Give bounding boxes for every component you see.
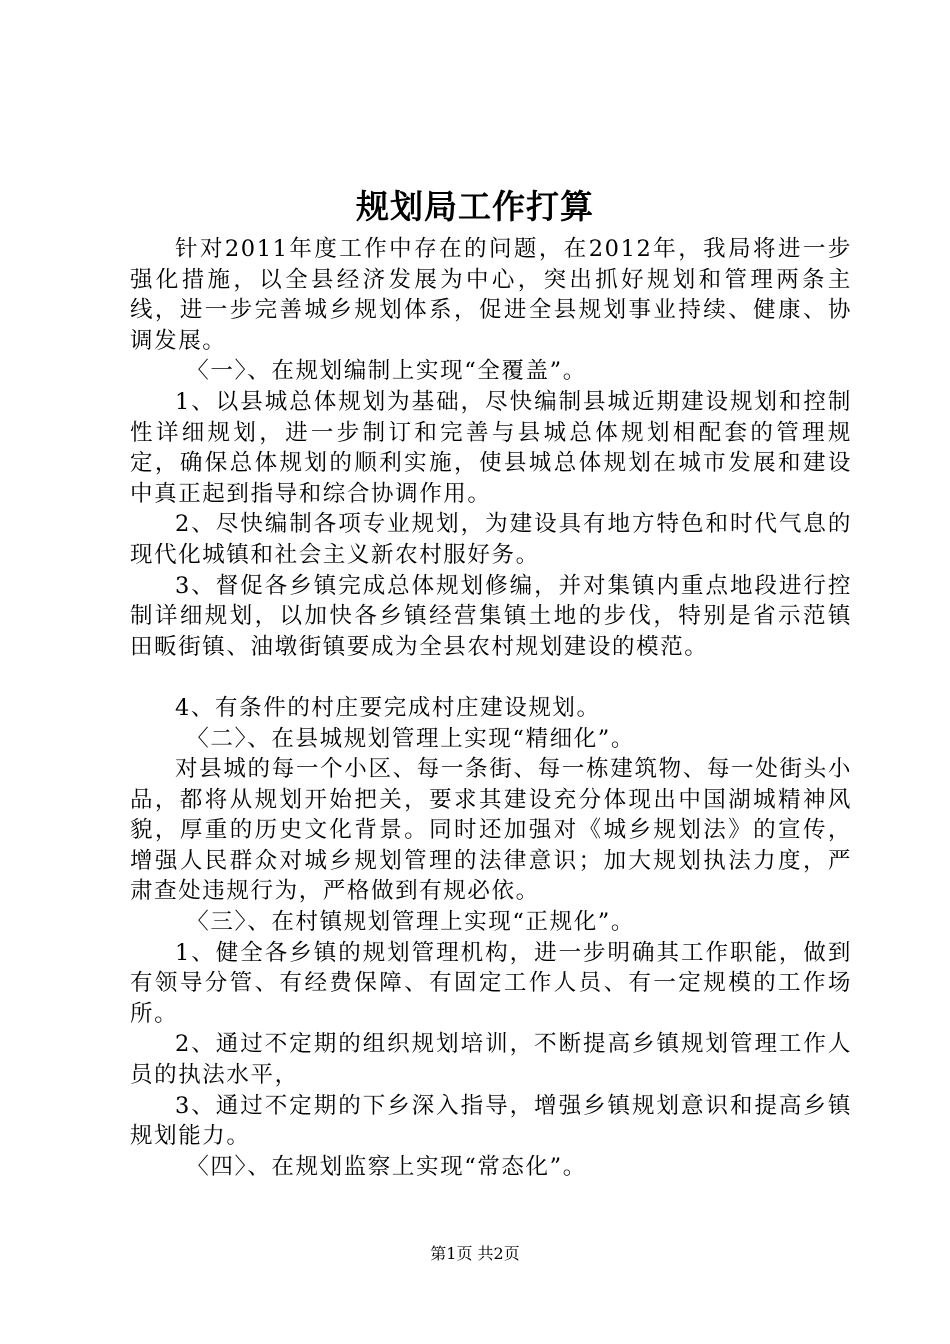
section-heading-1: 〈一〉、在规划编制上实现“全覆盖”。 — [186, 358, 587, 385]
document-body — [130, 234, 852, 1182]
paragraph-3-3: 3、通过不定期的下乡深入指导，增强乡镇规划意识和提高乡镇规划能力。 — [130, 1092, 852, 1150]
section-heading-2: 〈二〉、在县城规划管理上实现“精细化”。 — [186, 725, 636, 752]
section-heading-3: 〈三〉、在村镇规划管理上实现“正规化”。 — [186, 909, 636, 936]
section-heading-4: 〈四〉、在规划监察上实现“常态化”。 — [186, 1153, 587, 1180]
paragraph-2-1: 对县城的每一个小区、每一条街、每一栋建筑物、每一处街头小品，都将从规划开始把关，要求其建设充分体现出中国湖城精神风貌，厚重的历史文化背景。同时还加强对《城乡规划法》的宣传，增强人民群众对城乡规划管理的法律意识；加大规划执法力度，严肃查处违规行为，严格做到有规必依。 — [130, 756, 852, 905]
paragraph-1-2: 2、尽快编制各项专业规划，为建设具有地方特色和时代气息的现代化城镇和社会主义新农村服好务。 — [130, 511, 852, 568]
paragraph-1-1: 1、以县城总体规划为基础，尽快编制县城近期建设规划和控制性详细规划，进一步制订和完善与县城总体规划相配套的管理规定，确保总体规划的顺利实施，使县城总体规划在城市发展和建设中真正起到指导和综合协调作用。 — [130, 388, 852, 507]
page-number: 第1页 共2页 — [430, 1244, 520, 1263]
intro-paragraph: 针对2011年度工作中存在的问题，在2012年，我局将进一步强化措施，以全县经济发展为中心，突出抓好规划和管理两条主线，进一步完善城乡规划体系，促进全县规划事业持续、健康、协调发展。 — [130, 236, 852, 354]
document-title: 规划局工作打算 — [356, 187, 594, 226]
paragraph-3-2: 2、通过不定期的组织规划培训，不断提高乡镇规划管理工作人员的执法水平， — [130, 1031, 852, 1089]
paragraph-1-4: 4、有条件的村庄要完成村庄建设规划。 — [175, 694, 601, 721]
paragraph-3-1: 1、健全各乡镇的规划管理机构，进一步明确其工作职能，做到有领导分管、有经费保障、有固定工作人员、有一定规模的工作场所。 — [130, 939, 852, 1027]
blank-line — [130, 662, 852, 693]
paragraph-1-3: 3、督促各乡镇完成总体规划修编，并对集镇内重点地段进行控制详细规划，以加快各乡镇经营集镇土地的步伐，特别是省示范镇田畈街镇、油墩街镇要成为全县农村规划建设的模范。 — [130, 572, 852, 660]
